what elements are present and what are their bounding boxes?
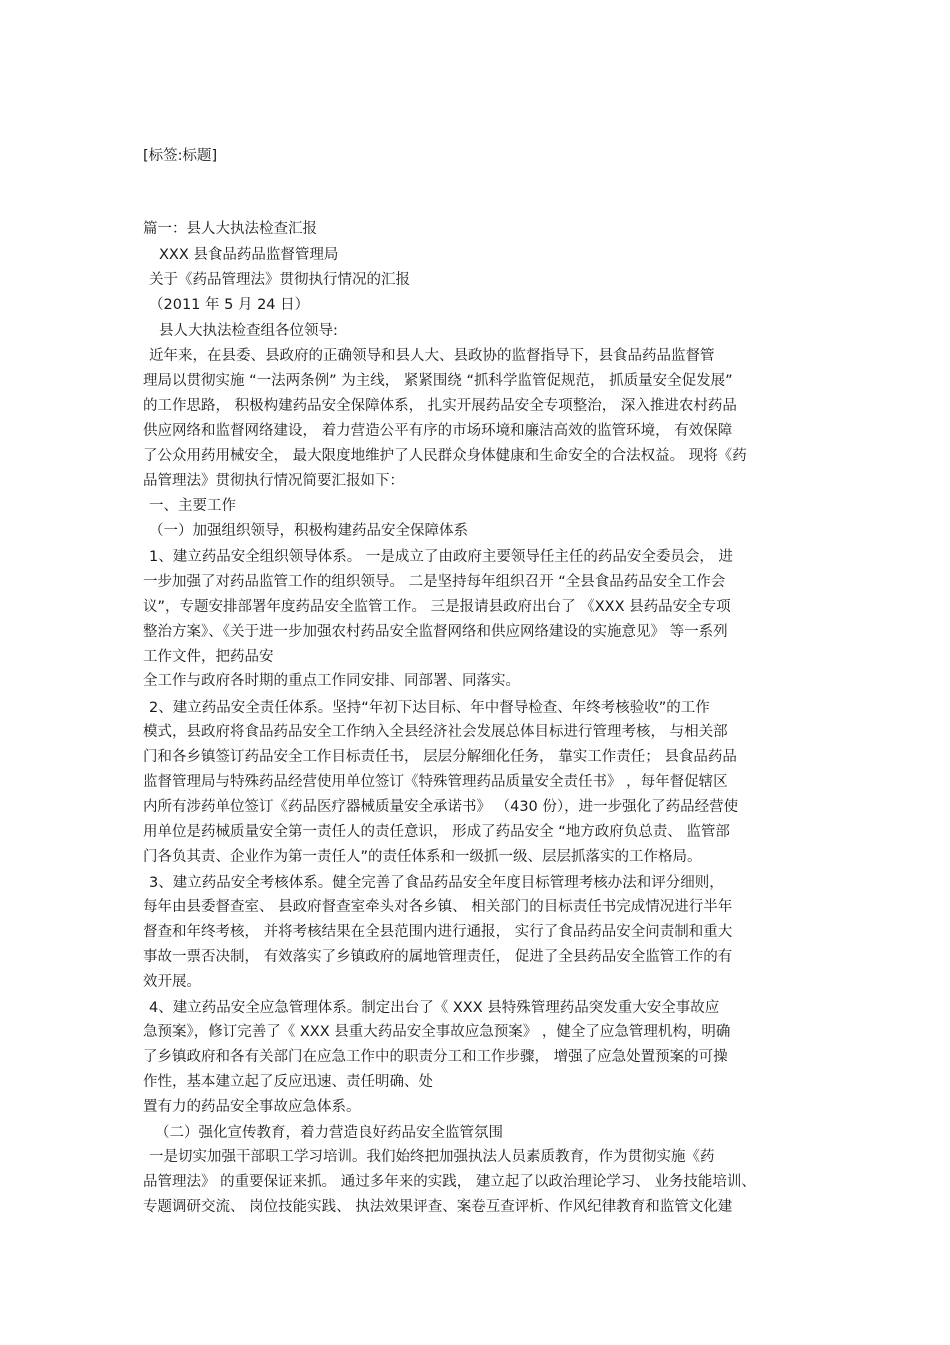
label-tag: [标签:标题]	[143, 148, 218, 164]
salutation: 县人大执法检查组各位领导:	[159, 323, 338, 339]
body-line: 工作文件，把药品安	[143, 649, 274, 665]
body-line: 4、建立药品安全应急管理体系。制定出台了《 XXX 县特殊管理药品突发重大安全事故应	[149, 1000, 720, 1016]
body-line: 品管理法》 的重要保证来抓。 通过多年来的实践， 建立起了以政治理论学习、 业务技能培训、	[143, 1174, 756, 1190]
subheading: （二）强化宣传教育，着力营造良好药品安全监管氛围	[155, 1125, 503, 1141]
issuer-line: XXX 县食品药品监督管理局	[159, 247, 339, 263]
body-line: 1、建立药品安全组织领导体系。 一是成立了由政府主要领导任主任的药品安全委员会， 进	[149, 549, 733, 565]
body-line: 门和各乡镇签订药品安全工作目标责任书， 层层分解细化任务， 靠实工作责任； 县食品药品	[143, 749, 737, 765]
body-line: 效开展。	[143, 974, 201, 990]
body-line: 置有力的药品安全事故应急体系。	[143, 1099, 361, 1115]
body-line: 全工作与政府各时期的重点工作同安排、同部署、同落实。	[143, 673, 520, 689]
body-line: 一是切实加强干部职工学习培训。我们始终把加强执法人员素质教育，作为贯彻实施《药	[149, 1149, 715, 1165]
body-line: 内所有涉药单位签订《药品医疗器械质量安全承诺书》 （430 份），进一步强化了药品经营使	[143, 799, 739, 815]
body-line: 每年由县委督查室、 县政府督查室牵头对各乡镇、 相关部门的目标责任书完成情况进行半年	[143, 899, 733, 915]
section-heading: 篇一：县人大执法检查汇报	[143, 221, 317, 237]
report-title: 关于《药品管理法》贯彻执行情况的汇报	[149, 272, 410, 288]
body-line: 整治方案》、《关于进一步加强农村药品安全监督网络和供应网络建设的实施意见》 等一系列	[143, 624, 728, 640]
body-line: 作性，基本建立起了反应迅速、责任明确、处	[143, 1074, 433, 1090]
body-line: 急预案》，修订完善了《 XXX 县重大药品安全事故应急预案》 ，健全了应急管理机构，明确	[143, 1024, 731, 1040]
body-line: 议”，专题安排部署年度药品安全监管工作。 三是报请县政府出台了 《XXX 县药品安全专项	[143, 599, 731, 615]
subheading: （一）加强组织领导，积极构建药品安全保障体系	[149, 523, 468, 539]
body-line: 模式，县政府将食品药品安全工作纳入全县经济社会发展总体目标进行管理考核， 与相关部	[143, 724, 728, 740]
body-line: 专题调研交流、 岗位技能实践、 执法效果评查、案卷互查评析、作风纪律教育和监管文化建	[143, 1199, 733, 1215]
body-line: 理局以贯彻实施 “一法两条例” 为主线， 紧紧围绕 “抓科学监管促规范， 抓质量安全促发展”	[143, 373, 733, 389]
body-line: 事故一票否决制， 有效落实了乡镇政府的属地管理责任， 促进了全县药品安全监管工作的有	[143, 949, 733, 965]
body-line: 2、建立药品安全责任体系。坚持“年初下达目标、年中督导检查、年终考核验收”的工作	[149, 700, 710, 716]
body-line: 的工作思路， 积极构建药品安全保障体系， 扎实开展药品安全专项整治， 深入推进农村药品	[143, 398, 737, 414]
body-line: 了乡镇政府和各有关部门在应急工作中的职责分工和工作步骤， 增强了应急处置预案的可操	[143, 1049, 728, 1065]
body-line: 督查和年终考核， 并将考核结果在全县范围内进行通报， 实行了食品药品安全问责制和重大	[143, 924, 733, 940]
body-line: 了公众用药用械安全， 最大限度地维护了人民群众身体健康和生命安全的合法权益。 现将《药	[143, 448, 747, 464]
body-line: 门各负其责、企业作为第一责任人”的责任体系和一级抓一级、层层抓落实的工作格局。	[143, 849, 702, 865]
body-line: 品管理法》贯彻执行情况简要汇报如下：	[143, 473, 404, 489]
report-date: （2011 年 5 月 24 日）	[149, 297, 310, 313]
heading-main-work: 一、主要工作	[149, 498, 236, 514]
body-line: 监督管理局与特殊药品经营使用单位签订《特殊管理药品质量安全责任书》 ，每年督促辖区	[143, 774, 728, 790]
body-line: 近年来，在县委、县政府的正确领导和县人大、县政协的监督指导下，县食品药品监督管	[149, 348, 715, 364]
body-line: 一步加强了对药品监管工作的组织领导。 二是坚持每年组织召开 “全县食品药品安全工作会	[143, 574, 726, 590]
body-line: 供应网络和监督网络建设， 着力营造公平有序的市场环境和廉洁高效的监管环境， 有效保障	[143, 423, 733, 439]
body-line: 用单位是药械质量安全第一责任人的责任意识， 形成了药品安全 “地方政府负总责、 监管部	[143, 824, 730, 840]
body-line: 3、建立药品安全考核体系。健全完善了食品药品安全年度目标管理考核办法和评分细则，	[149, 875, 724, 891]
